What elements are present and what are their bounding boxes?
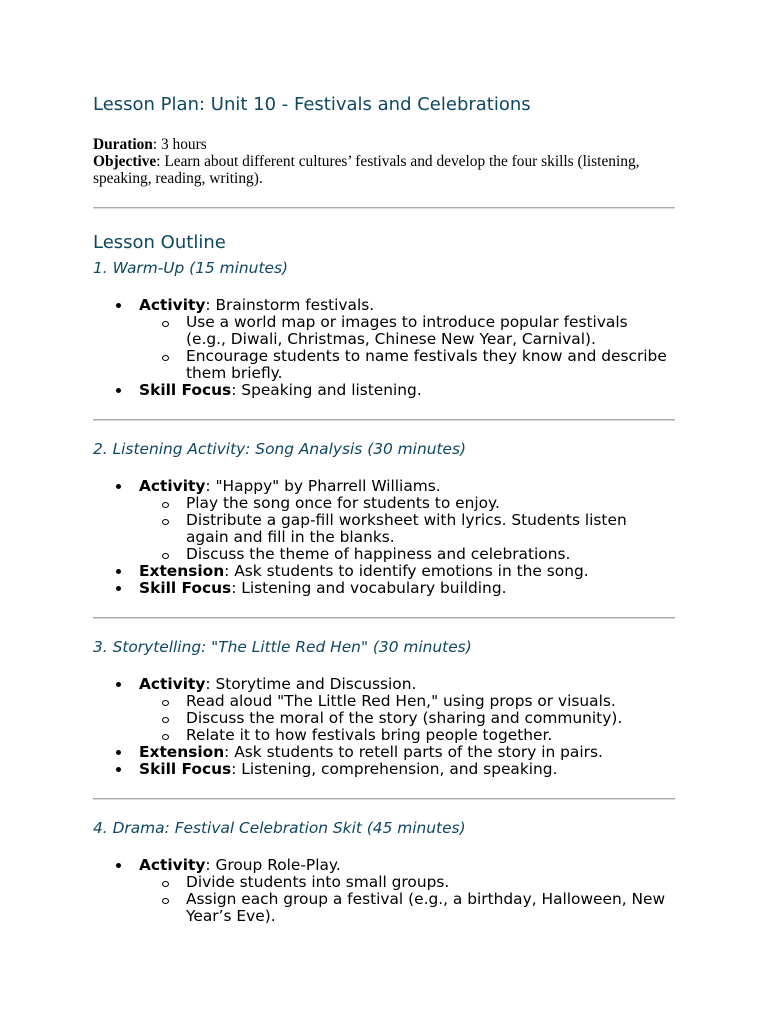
objective-value: : Learn about different cultures’ festivals and develop the four skills (listening, speaking, reading, writing). — [93, 153, 640, 187]
item-text: : Storytime and Discussion. — [205, 675, 417, 693]
sub-item-text: Distribute a gap-fill worksheet with lyrics. Students listen again and fill in the blanks. — [186, 511, 627, 546]
sub-list-item — [186, 891, 671, 925]
item-text: : Speaking and listening. — [231, 381, 422, 399]
lesson-section-warm-up — [93, 259, 675, 399]
bullet-icon — [116, 863, 121, 868]
item-label: Extension — [139, 743, 225, 761]
activity-list — [93, 857, 675, 925]
activity-item — [139, 297, 675, 382]
section-divider — [93, 207, 675, 209]
page-title: Lesson Plan: Unit 10 - Festivals and Celebrations — [93, 94, 531, 115]
sub-bullet-icon — [162, 502, 169, 508]
skill-focus-item — [139, 761, 675, 778]
item-label: Activity — [139, 675, 206, 693]
sub-item-text: Use a world map or images to introduce popular festivals (e.g., Diwali, Christmas, Chinese New Year, Carnival). — [186, 313, 628, 348]
item-text: : Ask students to identify emotions in the song. — [224, 562, 589, 580]
lesson-meta — [93, 136, 675, 187]
sub-bullet-icon — [162, 553, 169, 559]
sub-bullet-icon — [162, 717, 169, 723]
bullet-icon — [116, 750, 121, 755]
lesson-section-drama — [93, 819, 675, 925]
duration-label: Duration — [93, 136, 153, 153]
sub-bullet-icon — [162, 700, 169, 706]
sub-list-item — [186, 874, 671, 891]
item-label: Skill Focus — [139, 381, 232, 399]
section-heading: 3. Storytelling: "The Little Red Hen" (30 minutes) — [93, 638, 472, 656]
extension-item — [139, 744, 675, 761]
item-label: Skill Focus — [139, 579, 232, 597]
sub-list-item — [186, 546, 671, 563]
outline-heading: Lesson Outline — [93, 232, 226, 253]
sub-item-text: Assign each group a festival (e.g., a birthday, Halloween, New Year’s Eve). — [186, 890, 666, 925]
bullet-icon — [116, 569, 121, 574]
sub-item-text: Encourage students to name festivals they know and describe them briefly. — [186, 347, 667, 382]
item-text: : "Happy" by Pharrell Williams. — [205, 477, 441, 495]
activity-list — [93, 478, 675, 597]
sub-list-item — [186, 314, 671, 348]
skill-focus-item — [139, 382, 675, 399]
activity-list — [93, 676, 675, 778]
sub-list-item — [186, 495, 671, 512]
sub-list — [139, 495, 675, 563]
activity-item — [139, 857, 675, 925]
sub-list-item — [186, 348, 671, 382]
sub-item-text: Discuss the theme of happiness and celebrations. — [186, 545, 571, 563]
sub-bullet-icon — [162, 355, 169, 361]
bullet-icon — [116, 484, 121, 489]
sub-bullet-icon — [162, 321, 169, 327]
sub-item-text: Discuss the moral of the story (sharing and community). — [186, 709, 623, 727]
bullet-icon — [116, 388, 121, 393]
section-heading: 1. Warm-Up (15 minutes) — [93, 259, 288, 277]
sub-list-item — [186, 512, 671, 546]
bullet-icon — [116, 767, 121, 772]
sub-list-item — [186, 727, 671, 744]
lesson-section-listening — [93, 440, 675, 597]
sub-item-text: Play the song once for students to enjoy. — [186, 494, 500, 512]
sub-list-item — [186, 710, 671, 727]
section-divider — [93, 617, 675, 619]
item-label: Activity — [139, 856, 206, 874]
sub-list — [139, 693, 675, 744]
sub-list — [139, 874, 675, 925]
section-heading: 2. Listening Activity: Song Analysis (30 minutes) — [93, 440, 466, 458]
item-text: : Group Role-Play. — [205, 856, 341, 874]
lesson-section-storytelling — [93, 638, 675, 778]
item-text: : Listening and vocabulary building. — [231, 579, 507, 597]
sub-item-text: Read aloud "The Little Red Hen," using props or visuals. — [186, 692, 616, 710]
sub-bullet-icon — [162, 881, 169, 887]
bullet-icon — [116, 303, 121, 308]
bullet-icon — [116, 682, 121, 687]
objective-label: Objective — [93, 153, 157, 170]
section-divider — [93, 798, 675, 800]
duration-value: : 3 hours — [152, 136, 207, 153]
section-divider — [93, 419, 675, 421]
section-heading: 4. Drama: Festival Celebration Skit (45 minutes) — [93, 819, 466, 837]
document-page — [93, 94, 675, 925]
activity-list — [93, 297, 675, 399]
item-label: Activity — [139, 477, 206, 495]
activity-item — [139, 478, 675, 563]
duration-line — [93, 136, 675, 153]
item-text: : Ask students to retell parts of the story in pairs. — [224, 743, 603, 761]
skill-focus-item — [139, 580, 675, 597]
sub-list — [139, 314, 675, 382]
item-label: Activity — [139, 296, 206, 314]
sub-bullet-icon — [162, 519, 169, 525]
sub-bullet-icon — [162, 734, 169, 740]
extension-item — [139, 563, 675, 580]
activity-item — [139, 676, 675, 744]
sub-list-item — [186, 693, 671, 710]
sub-item-text: Divide students into small groups. — [186, 873, 450, 891]
sub-item-text: Relate it to how festivals bring people together. — [186, 726, 553, 744]
item-text: : Listening, comprehension, and speaking. — [231, 760, 558, 778]
bullet-icon — [116, 586, 121, 591]
sub-bullet-icon — [162, 898, 169, 904]
objective-line — [93, 153, 675, 187]
item-label: Skill Focus — [139, 760, 232, 778]
item-label: Extension — [139, 562, 225, 580]
item-text: : Brainstorm festivals. — [205, 296, 375, 314]
